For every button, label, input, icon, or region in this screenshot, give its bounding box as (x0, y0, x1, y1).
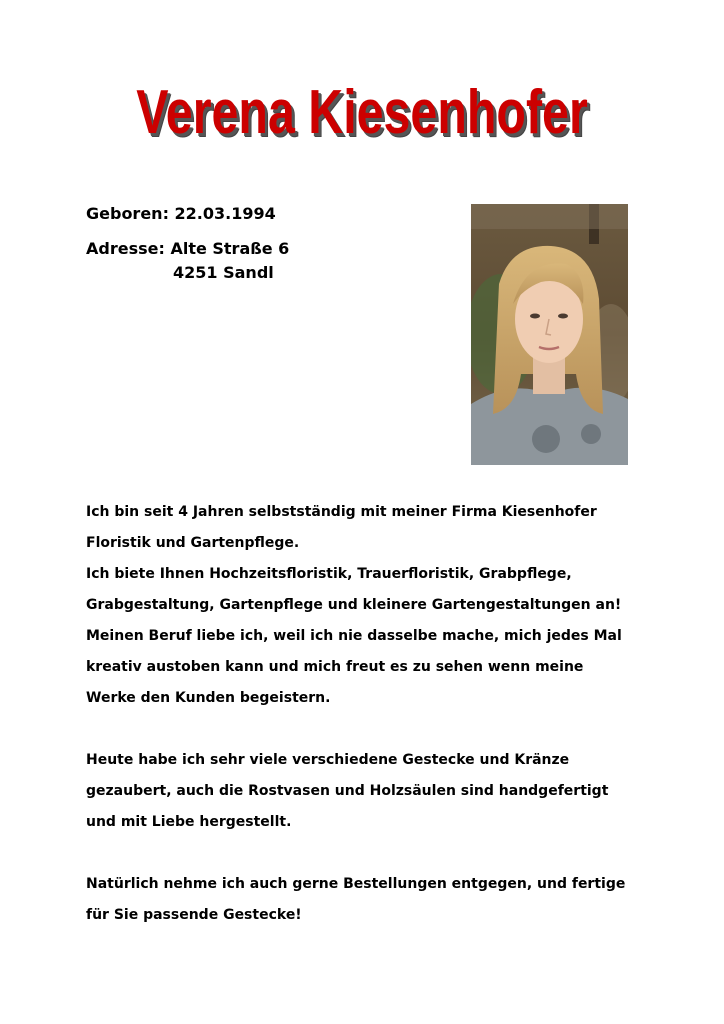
address-city: 4251 Sandl (173, 263, 274, 282)
paragraph-3-line-1: Natürlich nehme ich auch gerne Bestellungen entgegen, und fertige (86, 876, 626, 892)
paragraph-2-line-2: gezaubert, auch die Rostvasen und Holzsäulen sind handgefertigt (86, 783, 609, 799)
paragraph-2-line-3: und mit Liebe hergestellt. (86, 814, 292, 830)
paragraph-1-line-4: Grabgestaltung, Gartenpflege und kleinere Gartengestaltungen an! (86, 597, 622, 613)
paragraph-1-line-6: kreativ austoben kann und mich freut es zu sehen wenn meine (86, 659, 584, 675)
paragraph-3-line-2: für Sie passende Gestecke! (86, 907, 302, 923)
paragraph-1-line-7: Werke den Kunden begeistern. (86, 690, 331, 706)
paragraph-2-line-1: Heute habe ich sehr viele verschiedene Gestecke und Kränze (86, 752, 570, 768)
portrait-photo (471, 204, 628, 465)
paragraph-1-line-2: Floristik und Gartenpflege. (86, 535, 300, 551)
birth-date: Geboren: 22.03.1994 (86, 204, 276, 223)
address-street: Adresse: Alte Straße 6 (86, 239, 290, 258)
paragraph-1-line-3: Ich biete Ihnen Hochzeitsfloristik, Trauerfloristik, Grabpflege, (86, 566, 572, 582)
page-title: Verena Kiesenhofer (136, 78, 588, 147)
paragraph-1-line-1: Ich bin seit 4 Jahren selbstständig mit meiner Firma Kiesenhofer (86, 504, 597, 520)
paragraph-1-line-5: Meinen Beruf liebe ich, weil ich nie dasselbe mache, mich jedes Mal (86, 628, 622, 644)
